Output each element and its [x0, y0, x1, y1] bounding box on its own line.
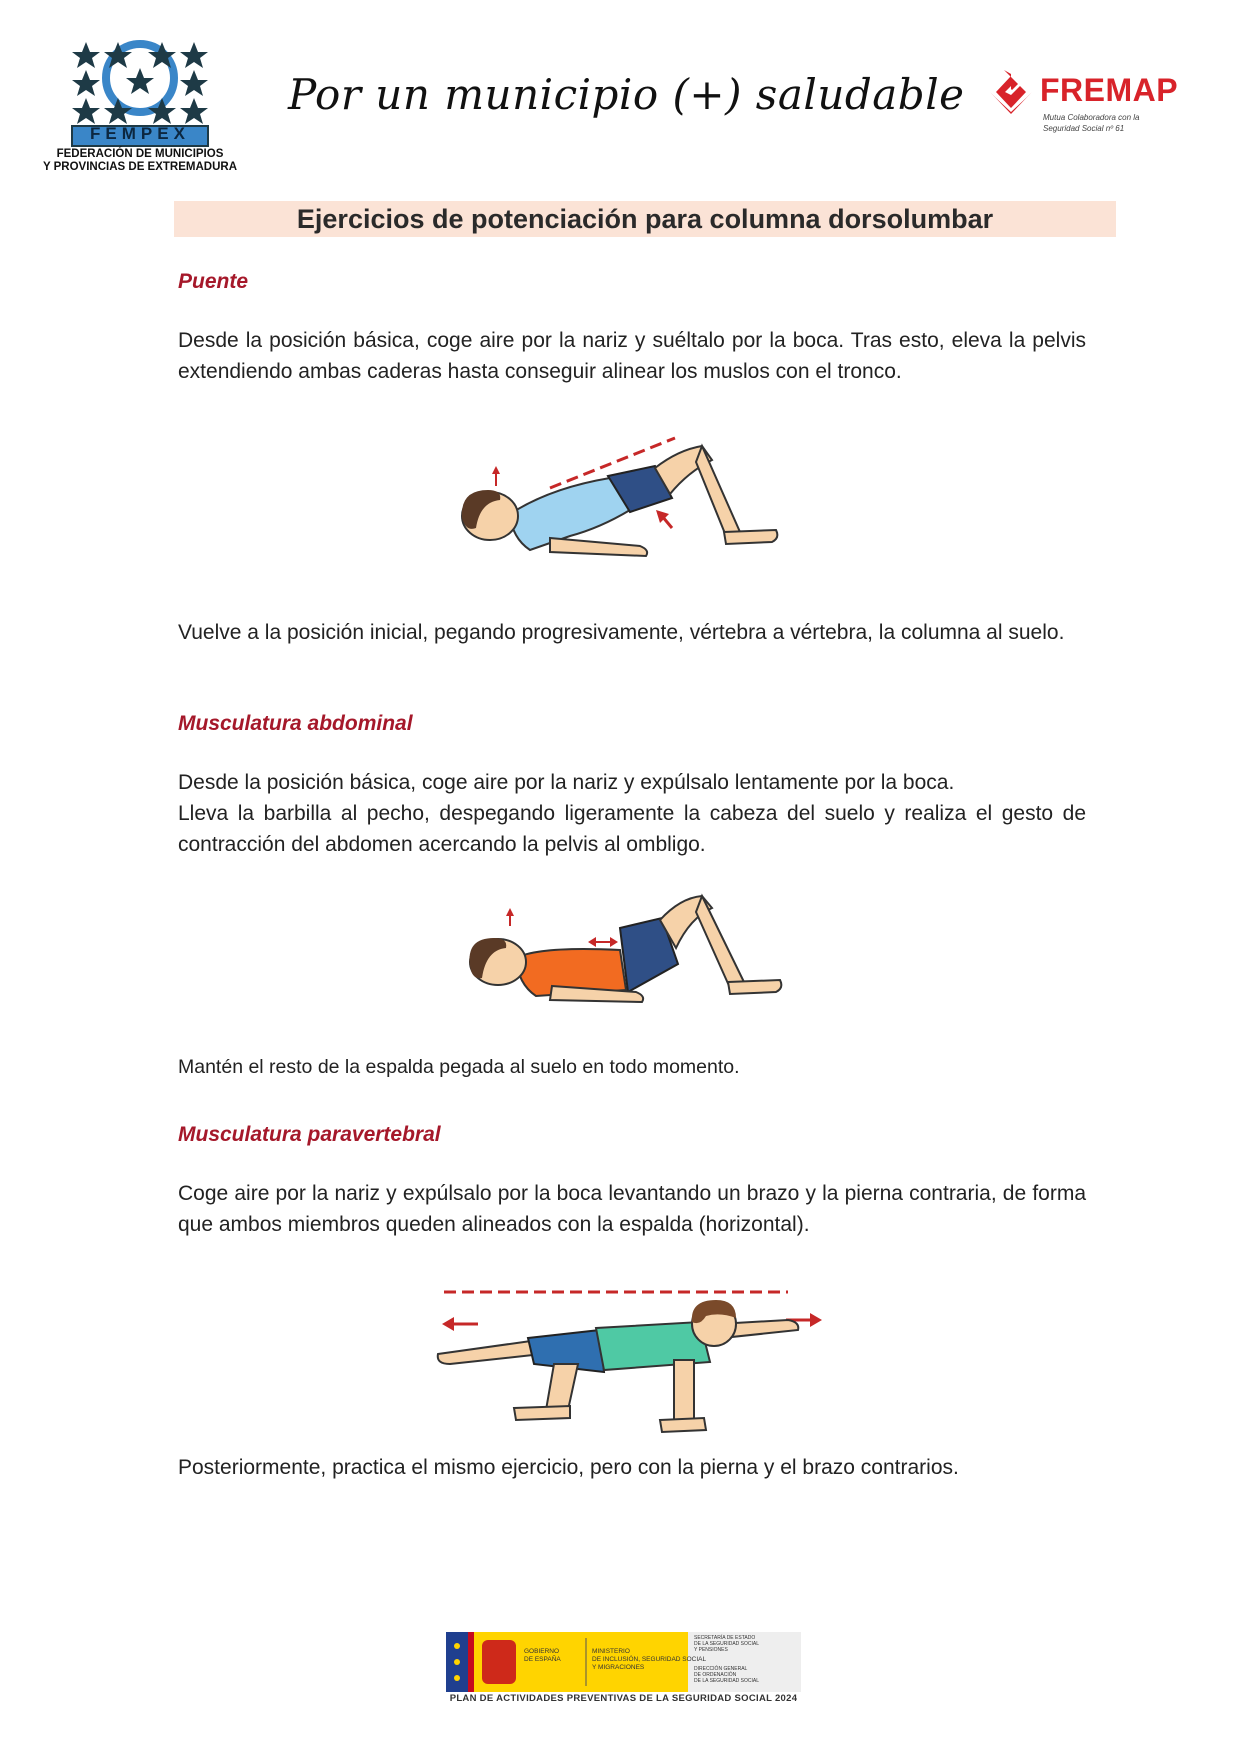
- abdominal-outro: Mantén el resto de la espalda pegada al suelo en todo momento.: [178, 1056, 740, 1078]
- footer-government-logo: [446, 1632, 801, 1692]
- footer-secretaria: [694, 1635, 759, 1653]
- fremap-subtitle: [1043, 112, 1153, 134]
- footer-ministerio-line2: DE INCLUSIÓN, SEGURIDAD SOCIAL: [592, 1656, 707, 1663]
- section-title-paravertebral: Musculatura paravertebral: [178, 1123, 441, 1146]
- footer-caption: PLAN DE ACTIVIDADES PREVENTIVAS DE LA SEGURIDAD SOCIAL 2024: [449, 1693, 798, 1704]
- fremap-subtitle-line2: Seguridad Social nº 61: [1043, 124, 1125, 133]
- footer-direccion-line1: DIRECCIÓN GENERAL: [694, 1666, 748, 1672]
- page-header-title: Por un municipio (+) saludable: [288, 70, 965, 119]
- fempex-name-line1: FEDERACIÓN DE MUNICIPIOS: [56, 148, 224, 160]
- fempex-name-line2: Y PROVINCIAS DE EXTREMADURA: [42, 161, 238, 173]
- fempex-name: [42, 148, 238, 174]
- footer-gobierno-line2: DE ESPAÑA: [524, 1656, 561, 1663]
- fremap-name: FREMAP: [1040, 72, 1179, 108]
- abdominal-intro-line1: Desde la posición básica, coge aire por la nariz y expúlsalo lentamente por la boca.: [178, 771, 955, 794]
- abdominal-intro: [178, 767, 1086, 860]
- section-title-puente: Puente: [178, 270, 249, 293]
- footer-gobierno: [524, 1648, 561, 1664]
- puente-outro: Vuelve a la posición inicial, pegando progresivamente, vértebra a vértebra, la columna al suelo.: [178, 621, 1065, 644]
- footer-secretaria-line2: DE LA SEGURIDAD SOCIAL: [694, 1641, 760, 1647]
- fremap-logo-icon: [988, 68, 1034, 118]
- footer-direccion-line2: DE ORDENACIÓN: [694, 1672, 737, 1678]
- paravertebral-intro: Coge aire por la nariz y expúlsalo por la boca levantando un brazo y la pierna contraria, de forma que ambos miembros queden alineados con la espalda (horizontal).: [178, 1182, 1086, 1236]
- footer-direccion-line3: DE LA SEGURIDAD SOCIAL: [694, 1678, 760, 1684]
- fempex-acronym: FEMPEX: [90, 124, 190, 143]
- footer-ministerio-line1: MINISTERIO: [592, 1648, 630, 1655]
- fremap-subtitle-line1: Mutua Colaboradora con la: [1043, 113, 1140, 122]
- puente-intro: Desde la posición básica, coge aire por la nariz y suéltalo por la boca. Tras esto, eleva la pelvis extendiendo ambas caderas hasta conseguir alinear los muslos con el tronco.: [178, 329, 1086, 383]
- abdominal-intro-line2: Lleva la barbilla al pecho, despegando ligeramente la cabeza del suelo y realiza el gesto de contracción del abdomen acercando la pelvis al ombligo.: [178, 802, 1086, 856]
- paravertebral-exercise-illustration: [428, 1282, 828, 1447]
- footer-secretaria-line1: SECRETARÍA DE ESTADO: [694, 1635, 756, 1641]
- footer-direccion: [694, 1666, 759, 1684]
- abdominal-exercise-illustration: [440, 878, 820, 1018]
- footer-secretaria-line3: Y PENSIONES: [694, 1647, 728, 1653]
- page-title: Ejercicios de potenciación para columna dorsolumbar: [296, 204, 994, 234]
- footer-ministerio: [592, 1648, 706, 1672]
- footer-ministerio-line3: Y MIGRACIONES: [592, 1664, 645, 1671]
- bridge-exercise-illustration: [440, 428, 820, 578]
- paravertebral-outro: Posteriormente, practica el mismo ejercicio, pero con la pierna y el brazo contrarios.: [178, 1456, 959, 1479]
- section-title-abdominal: Musculatura abdominal: [178, 712, 413, 735]
- footer-gobierno-line1: GOBIERNO: [524, 1648, 560, 1655]
